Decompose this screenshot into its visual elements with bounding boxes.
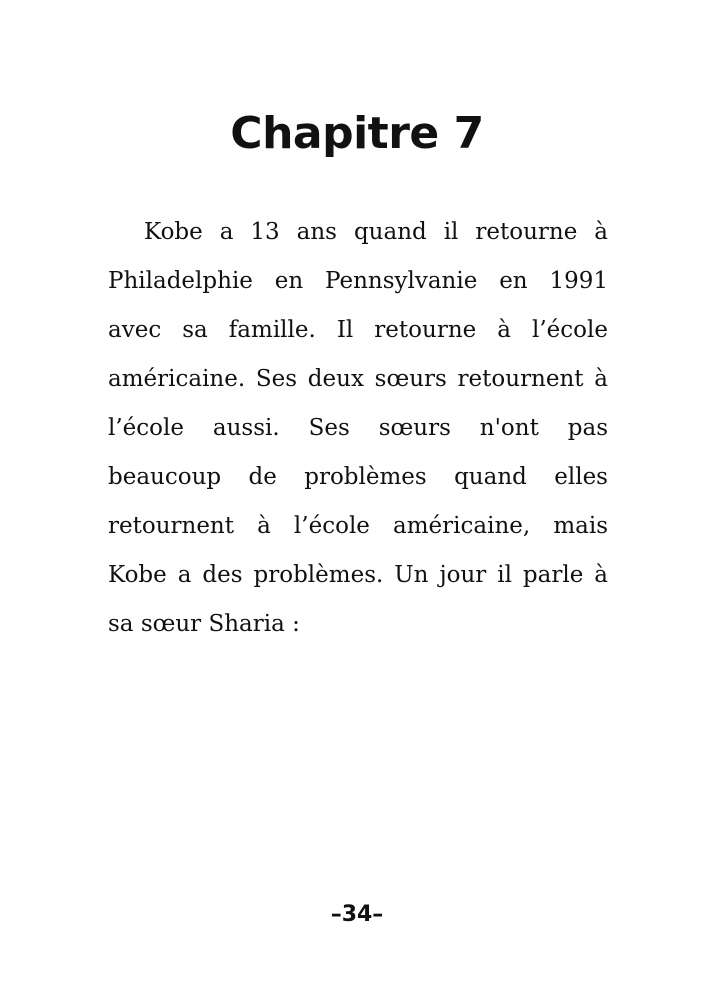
chapter-title: Chapitre 7 — [230, 108, 484, 159]
page-number: –34– — [330, 902, 384, 927]
body-paragraph-text: Kobe a 13 ans quand il retourne à Philadelphie en Pennsylvanie en 1991 avec sa famille. Il retourne à l’école américaine. Ses deux sœurs retournent à l’école aussi. Ses sœurs n'ont pas beaucoup de problèmes quand elles retournent à l’école américaine, mais Kobe a des problèmes. Un jour il parle à sa sœur Sharia : — [108, 219, 608, 637]
body-paragraph — [108, 208, 608, 649]
